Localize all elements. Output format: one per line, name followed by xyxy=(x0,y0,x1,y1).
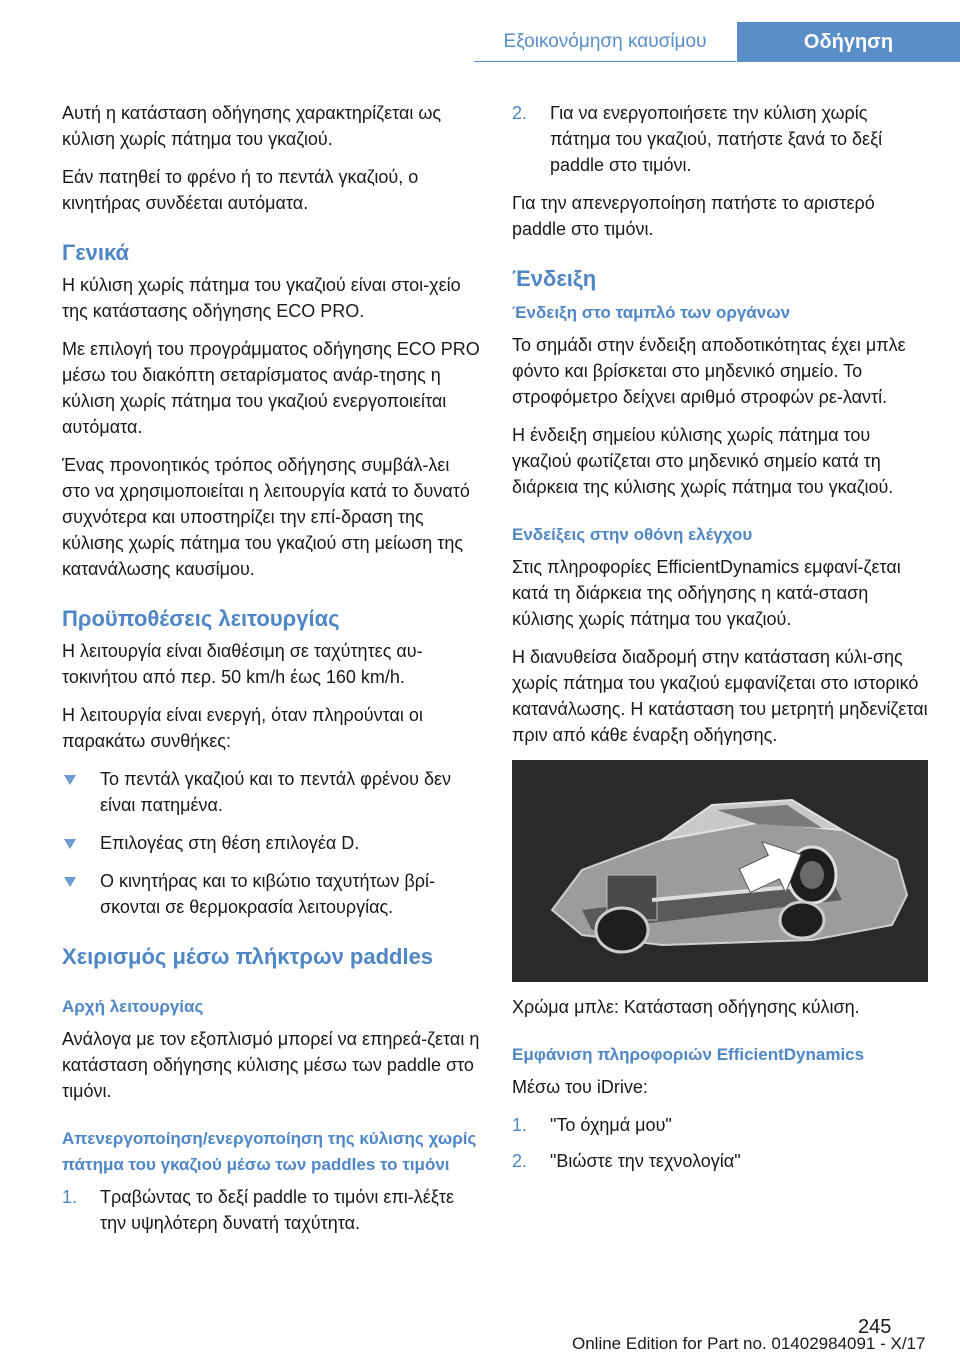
paragraph: Η ένδειξη σημείου κύλισης χωρίς πάτημα του γκαζιού φωτίζεται στο μηδενικό σημείο κατά τη διάρκεια της κύλισης χωρίς πάτημα του γκαζιού. xyxy=(512,425,894,497)
chapter-tab[interactable]: Οδήγηση xyxy=(737,22,960,62)
list-item: 2. "Βιώστε την τεχνολογία" xyxy=(512,1148,930,1174)
left-column xyxy=(62,100,480,1248)
heading-paddles: Χειρισμός μέσω πλήκτρων paddles xyxy=(62,944,434,969)
paragraph: Μέσω του iDrive: xyxy=(512,1077,648,1097)
heading-dashboard: Ένδειξη στο ταμπλό των οργάνων xyxy=(512,303,791,322)
paragraph: Ένας προνοητικός τρόπος οδήγησης συμβάλ-λει στο να χρησιμοποιείται η λειτουργία κατά το δυνατό συχνότερα και υποστηρίζει την επί-δραση της κύλισης χωρίς πάτημα του γκαζιού στη μείωση της κατανάλωσης καυσίμου. xyxy=(62,455,470,579)
steps-list xyxy=(512,100,930,178)
step-number: 2. xyxy=(512,103,528,123)
page-number: 245 xyxy=(858,1316,892,1338)
right-column xyxy=(512,100,930,1186)
list-item: 1. "Το όχημά μου" xyxy=(512,1112,930,1138)
steps-list xyxy=(62,1184,480,1236)
car-drivetrain-illustration xyxy=(512,760,928,982)
footer-edition: Online Edition for Part no. 01402984091 - X/17 xyxy=(572,1334,926,1353)
heading-general: Γενικά xyxy=(62,240,130,265)
paragraph: Αυτή η κατάσταση οδήγησης χαρακτηρίζεται ως κύλιση χωρίς πάτημα του γκαζιού. xyxy=(62,103,442,149)
step-number: 1. xyxy=(62,1187,78,1207)
step-number: 2. xyxy=(512,1151,528,1171)
paragraph: Ανάλογα με τον εξοπλισμό μπορεί να επηρεά-ζεται η κατάσταση οδήγησης κύλισης μέσω των paddle στο τιμόνι. xyxy=(62,1029,480,1101)
paragraph: Η λειτουργία είναι διαθέσιμη σε ταχύτητες αυ-τοκινήτου από περ. 50 km/h έως 160 km/h. xyxy=(62,641,423,687)
list-item: Ο κινητήρας και το κιβώτιο ταχυτήτων βρί-σκονται σε θερμοκρασία λειτουργίας. xyxy=(62,868,480,920)
heading-control-display: Ενδείξεις στην οθόνη ελέγχου xyxy=(512,525,753,544)
menu-steps-list xyxy=(512,1112,930,1174)
section-tab[interactable]: Εξοικονόμηση καυσίμου xyxy=(474,22,736,62)
paragraph: Η λειτουργία είναι ενεργή, όταν πληρούνται οι παρακάτω συνθήκες: xyxy=(62,705,423,751)
figure-caption: Χρώμα μπλε: Κατάσταση οδήγησης κύλιση. xyxy=(512,997,860,1017)
paragraph: Με επιλογή του προγράμματος οδήγησης ECO PRO μέσω του διακόπτη σεταρίσματος ανάρ-τησης η κύλιση χωρίς πάτημα του γκαζιού ενεργοποιείται αυτόματα. xyxy=(62,339,480,437)
heading-display: Ένδειξη xyxy=(512,266,597,291)
list-item: 1. Τραβώντας το δεξί paddle το τιμόνι επι-λέξτε την υψηλότερη δυνατή ταχύτητα. xyxy=(62,1184,480,1236)
list-item: 2. Για να ενεργοποιήσετε την κύλιση χωρίς πάτημα του γκαζιού, πατήστε ξανά το δεξί paddle στο τιμόνι. xyxy=(512,100,930,178)
car-illustration-svg xyxy=(512,760,928,982)
paragraph: Εάν πατηθεί το φρένο ή το πεντάλ γκαζιού, ο κινητήρας συνδέεται αυτόματα. xyxy=(62,167,419,213)
heading-efficientdynamics: Εμφάνιση πληροφοριών EfficientDynamics xyxy=(512,1045,865,1064)
list-item: Επιλογέας στη θέση επιλογέα D. xyxy=(62,830,480,856)
heading-toggle: Απενεργοποίηση/ενεργοποίηση της κύλισης χωρίς πάτημα του γκαζιού μέσω των paddles το τιμόνι xyxy=(62,1129,477,1174)
list-item: Το πεντάλ γκαζιού και το πεντάλ φρένου δεν είναι πατημένα. xyxy=(62,766,480,818)
paragraph: Η κύλιση χωρίς πάτημα του γκαζιού είναι στοι-χείο της κατάστασης οδήγησης ECO PRO. xyxy=(62,275,461,321)
triangle-bullet-icon xyxy=(64,839,76,849)
paragraph: Για την απενεργοποίηση πατήστε το αριστερό paddle στο τιμόνι. xyxy=(512,193,875,239)
triangle-bullet-icon xyxy=(64,877,76,887)
paragraph: Στις πληροφορίες EfficientDynamics εμφανί-ζεται κατά τη διάρκεια της οδήγησης η κατά-σταση κύλισης χωρίς πάτημα του γκαζιού. xyxy=(512,557,901,629)
triangle-bullet-icon xyxy=(64,775,76,785)
paragraph: Η διανυθείσα διαδρομή στην κατάσταση κύλι-σης χωρίς πάτημα του γκαζιού εμφανίζεται στο ιστορικό κατανάλωσης. Η κατάσταση του μετρητή μηδενίζεται πριν από κάθε έναρξη οδήγησης. xyxy=(512,647,928,745)
step-number: 1. xyxy=(512,1115,528,1135)
heading-principle: Αρχή λειτουργίας xyxy=(62,997,204,1016)
paragraph: Το σημάδι στην ένδειξη αποδοτικότητας έχει μπλε φόντο και βρίσκεται στο μηδενικό σημείο. Το στροφόμετρο δείχνει αριθμό στροφών ρε-λαντί. xyxy=(512,335,906,407)
heading-prerequisites: Προϋποθέσεις λειτουργίας xyxy=(62,606,340,631)
conditions-list xyxy=(62,766,480,920)
page-header xyxy=(0,0,960,62)
